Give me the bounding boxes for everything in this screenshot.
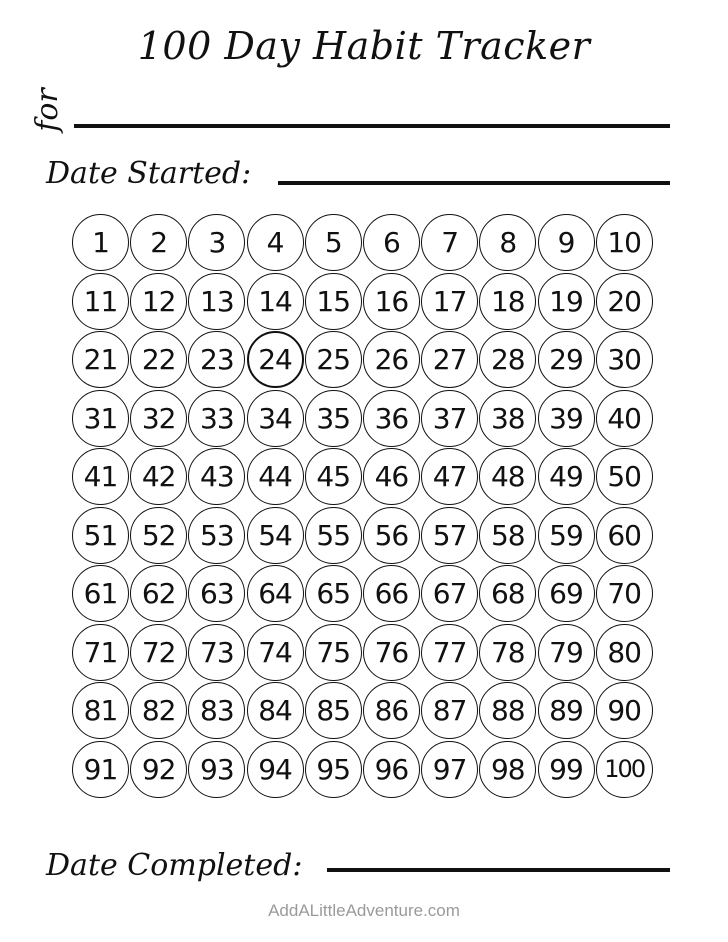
day-circle-46[interactable]: 46 <box>363 448 420 505</box>
day-circle-89[interactable]: 89 <box>538 682 595 739</box>
day-circle-56[interactable]: 56 <box>363 507 420 564</box>
day-circle-19[interactable]: 19 <box>538 273 595 330</box>
day-circle-15[interactable]: 15 <box>305 273 362 330</box>
day-circle-3[interactable]: 3 <box>188 214 245 271</box>
day-circle-53[interactable]: 53 <box>188 507 245 564</box>
day-circle-17[interactable]: 17 <box>421 273 478 330</box>
day-circle-59[interactable]: 59 <box>538 507 595 564</box>
day-circle-16[interactable]: 16 <box>363 273 420 330</box>
day-circle-11[interactable]: 11 <box>72 273 129 330</box>
day-circle-9[interactable]: 9 <box>538 214 595 271</box>
day-circle-51[interactable]: 51 <box>72 507 129 564</box>
day-circle-35[interactable]: 35 <box>305 390 362 447</box>
day-circle-90[interactable]: 90 <box>596 682 653 739</box>
day-circle-95[interactable]: 95 <box>305 741 362 798</box>
day-circle-82[interactable]: 82 <box>130 682 187 739</box>
day-circle-33[interactable]: 33 <box>188 390 245 447</box>
day-circle-67[interactable]: 67 <box>421 565 478 622</box>
day-circle-49[interactable]: 49 <box>538 448 595 505</box>
day-circle-31[interactable]: 31 <box>72 390 129 447</box>
date-completed-writing-line[interactable] <box>327 868 670 872</box>
day-circle-77[interactable]: 77 <box>421 624 478 681</box>
day-circle-75[interactable]: 75 <box>305 624 362 681</box>
day-circle-14[interactable]: 14 <box>247 273 304 330</box>
day-circle-27[interactable]: 27 <box>421 331 478 388</box>
day-circle-92[interactable]: 92 <box>130 741 187 798</box>
day-circle-74[interactable]: 74 <box>247 624 304 681</box>
day-circle-25[interactable]: 25 <box>305 331 362 388</box>
day-circle-45[interactable]: 45 <box>305 448 362 505</box>
day-circle-48[interactable]: 48 <box>479 448 536 505</box>
day-circle-22[interactable]: 22 <box>130 331 187 388</box>
day-circle-34[interactable]: 34 <box>247 390 304 447</box>
day-circle-62[interactable]: 62 <box>130 565 187 622</box>
for-label: for <box>30 88 65 132</box>
day-circle-52[interactable]: 52 <box>130 507 187 564</box>
day-circle-6[interactable]: 6 <box>363 214 420 271</box>
day-circle-13[interactable]: 13 <box>188 273 245 330</box>
day-circle-40[interactable]: 40 <box>596 390 653 447</box>
day-circle-81[interactable]: 81 <box>72 682 129 739</box>
day-circle-26[interactable]: 26 <box>363 331 420 388</box>
day-circle-4[interactable]: 4 <box>247 214 304 271</box>
date-completed-label: Date Completed: <box>46 848 303 883</box>
day-circle-30[interactable]: 30 <box>596 331 653 388</box>
day-circle-10[interactable]: 10 <box>596 214 653 271</box>
day-circle-60[interactable]: 60 <box>596 507 653 564</box>
day-circle-96[interactable]: 96 <box>363 741 420 798</box>
day-circle-94[interactable]: 94 <box>247 741 304 798</box>
day-circle-63[interactable]: 63 <box>188 565 245 622</box>
day-circle-68[interactable]: 68 <box>479 565 536 622</box>
day-circle-42[interactable]: 42 <box>130 448 187 505</box>
day-circle-64[interactable]: 64 <box>247 565 304 622</box>
day-circle-21[interactable]: 21 <box>72 331 129 388</box>
day-circle-98[interactable]: 98 <box>479 741 536 798</box>
page-title: 100 Day Habit Tracker <box>137 24 591 68</box>
day-circle-57[interactable]: 57 <box>421 507 478 564</box>
day-circle-12[interactable]: 12 <box>130 273 187 330</box>
day-circle-44[interactable]: 44 <box>247 448 304 505</box>
day-circle-66[interactable]: 66 <box>363 565 420 622</box>
day-circle-54[interactable]: 54 <box>247 507 304 564</box>
day-circle-91[interactable]: 91 <box>72 741 129 798</box>
day-circle-50[interactable]: 50 <box>596 448 653 505</box>
day-circle-5[interactable]: 5 <box>305 214 362 271</box>
day-circle-85[interactable]: 85 <box>305 682 362 739</box>
day-circle-55[interactable]: 55 <box>305 507 362 564</box>
day-circle-29[interactable]: 29 <box>538 331 595 388</box>
habit-tracker-grid <box>72 214 660 799</box>
day-circle-24[interactable]: 24 <box>247 331 304 388</box>
day-circle-88[interactable]: 88 <box>479 682 536 739</box>
website-footer: AddALittleAdventure.com <box>268 901 460 920</box>
day-circle-38[interactable]: 38 <box>479 390 536 447</box>
day-circle-99[interactable]: 99 <box>538 741 595 798</box>
day-circle-69[interactable]: 69 <box>538 565 595 622</box>
day-circle-97[interactable]: 97 <box>421 741 478 798</box>
day-circle-84[interactable]: 84 <box>247 682 304 739</box>
day-circle-7[interactable]: 7 <box>421 214 478 271</box>
day-circle-65[interactable]: 65 <box>305 565 362 622</box>
day-circle-78[interactable]: 78 <box>479 624 536 681</box>
date-started-label: Date Started: <box>46 156 252 191</box>
day-circle-72[interactable]: 72 <box>130 624 187 681</box>
day-circle-71[interactable]: 71 <box>72 624 129 681</box>
day-circle-18[interactable]: 18 <box>479 273 536 330</box>
day-circle-41[interactable]: 41 <box>72 448 129 505</box>
day-circle-93[interactable]: 93 <box>188 741 245 798</box>
day-circle-2[interactable]: 2 <box>130 214 187 271</box>
day-circle-58[interactable]: 58 <box>479 507 536 564</box>
day-circle-39[interactable]: 39 <box>538 390 595 447</box>
day-circle-73[interactable]: 73 <box>188 624 245 681</box>
day-circle-32[interactable]: 32 <box>130 390 187 447</box>
day-circle-70[interactable]: 70 <box>596 565 653 622</box>
day-circle-1[interactable]: 1 <box>72 214 129 271</box>
day-circle-28[interactable]: 28 <box>479 331 536 388</box>
for-writing-line[interactable] <box>74 124 670 128</box>
day-circle-76[interactable]: 76 <box>363 624 420 681</box>
date-started-writing-line[interactable] <box>278 181 670 185</box>
day-circle-23[interactable]: 23 <box>188 331 245 388</box>
day-circle-8[interactable]: 8 <box>479 214 536 271</box>
day-circle-37[interactable]: 37 <box>421 390 478 447</box>
day-circle-47[interactable]: 47 <box>421 448 478 505</box>
day-circle-100[interactable]: 100 <box>596 741 653 798</box>
day-circle-79[interactable]: 79 <box>538 624 595 681</box>
day-circle-20[interactable]: 20 <box>596 273 653 330</box>
day-circle-87[interactable]: 87 <box>421 682 478 739</box>
day-circle-43[interactable]: 43 <box>188 448 245 505</box>
day-circle-86[interactable]: 86 <box>363 682 420 739</box>
day-circle-61[interactable]: 61 <box>72 565 129 622</box>
day-circle-83[interactable]: 83 <box>188 682 245 739</box>
day-circle-80[interactable]: 80 <box>596 624 653 681</box>
day-circle-36[interactable]: 36 <box>363 390 420 447</box>
